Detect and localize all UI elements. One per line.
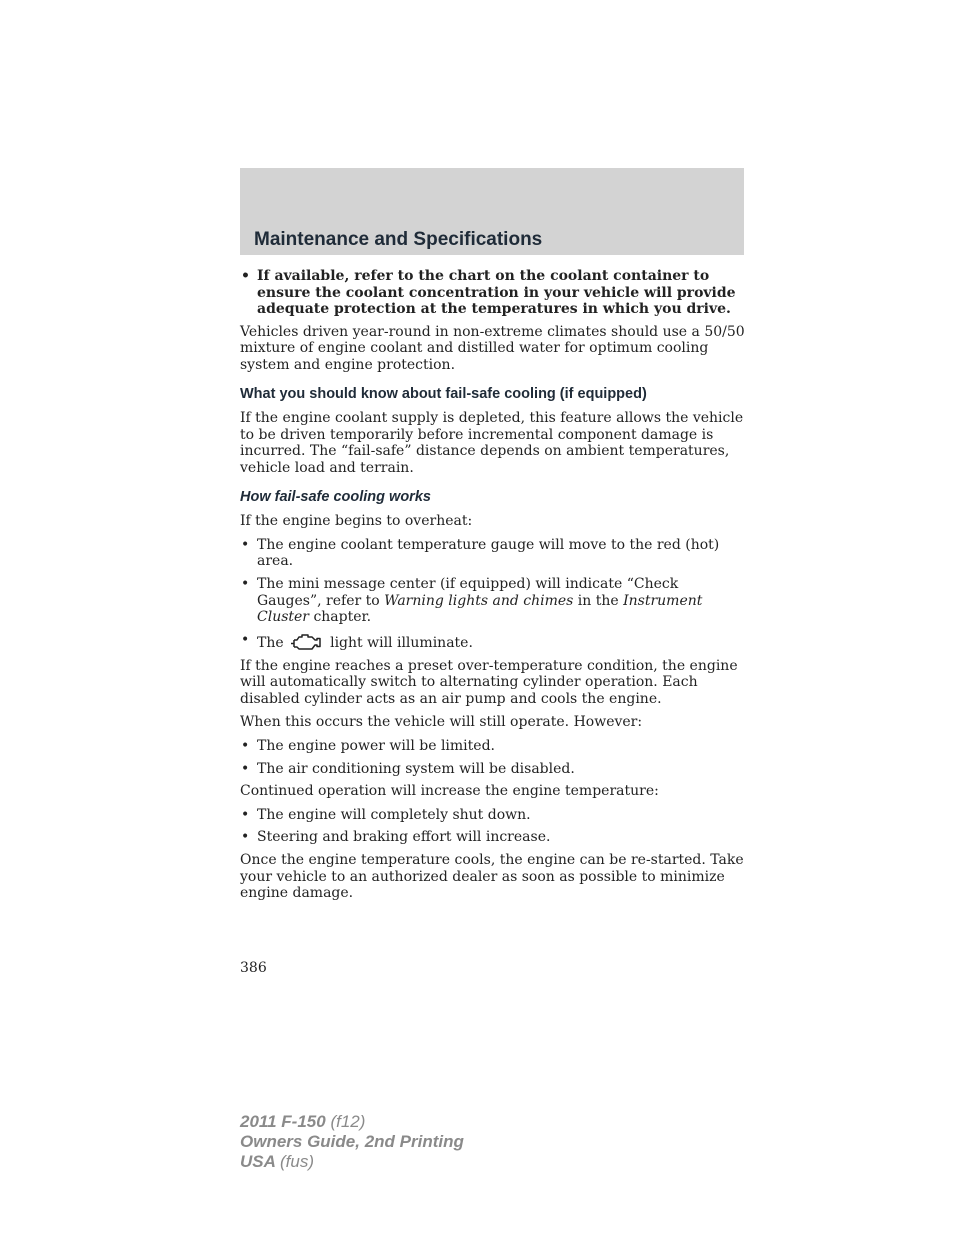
list-item: • If available, refer to the chart on the coolant container to ensure the coolant concentration in your vehicle will provide adequate protection at the temperatures in which you drive. bbox=[240, 268, 745, 318]
intro-bullet-list bbox=[240, 268, 745, 318]
footer-model-code: (f12) bbox=[330, 1112, 366, 1131]
footer-model: 2011 F-150 bbox=[240, 1112, 326, 1131]
paragraph-restart: Once the engine temperature cools, the engine can be re-started. Take your vehicle to an authorized dealer as soon as possible to minimize engine damage. bbox=[240, 852, 744, 902]
paragraph-operate: When this occurs the vehicle will still operate. However: bbox=[240, 714, 643, 731]
footer-line-edition: Owners Guide, 2nd Printing bbox=[240, 1132, 464, 1151]
list-item: • The engine will completely shut down. bbox=[240, 807, 745, 824]
text-run: chapter. bbox=[309, 609, 372, 626]
page-number: 386 bbox=[240, 960, 267, 976]
list-item bbox=[240, 632, 745, 652]
overheat-bullet-list bbox=[240, 537, 745, 652]
heading-failsafe: What you should know about fail-safe cooling (if equipped) bbox=[240, 385, 647, 402]
cross-reference-instrument-cluster: Instrument Cluster bbox=[257, 592, 703, 626]
paragraph-failsafe: If the engine coolant supply is depleted, this feature allows the vehicle to be driven temporarily before incremental component damage is incurred. The “fail-safe” distance depends on ambient temperatures, vehicle load and terrain. bbox=[240, 410, 744, 476]
footer-line-model bbox=[240, 1112, 464, 1132]
cross-reference-warning-lights: Warning lights and chimes bbox=[384, 592, 574, 609]
operate-bullet-list bbox=[240, 738, 745, 777]
footer-line-market bbox=[240, 1152, 464, 1172]
text-run: The mini message center (if equipped) will indicate “Check Gauges”, refer to bbox=[257, 575, 679, 609]
check-engine-icon bbox=[290, 632, 324, 652]
paragraph-overtemp: If the engine reaches a preset over-temperature condition, the engine will automatically switch to alternating cylinder operation. Each disabled cylinder acts as an air pump and cools the engine. bbox=[240, 657, 738, 707]
footer-market-code: (fus) bbox=[280, 1152, 314, 1171]
paragraph-continued: Continued operation will increase the engine temperature: bbox=[240, 783, 659, 800]
text-run: The bbox=[257, 634, 284, 651]
list-item: • The air conditioning system will be disabled. bbox=[240, 761, 745, 778]
text-run: light will illuminate. bbox=[330, 634, 473, 651]
document-footer bbox=[240, 1112, 464, 1172]
text-run: in the bbox=[573, 592, 624, 609]
list-item: • Steering and braking effort will increase. bbox=[240, 829, 745, 846]
heading-how-it-works: How fail-safe cooling works bbox=[240, 488, 431, 505]
footer-market: USA bbox=[240, 1152, 276, 1171]
section-header-band bbox=[240, 168, 744, 255]
list-item bbox=[240, 576, 745, 626]
continued-bullet-list bbox=[240, 807, 745, 846]
list-item: • The engine power will be limited. bbox=[240, 738, 745, 755]
list-item: • The engine coolant temperature gauge will move to the red (hot) area. bbox=[240, 537, 745, 570]
paragraph-mixture: Vehicles driven year-round in non-extreme climates should use a 50/50 mixture of engine coolant and distilled water for optimum cooling system and engine protection. bbox=[240, 323, 745, 373]
paragraph-overheat: If the engine begins to overheat: bbox=[240, 513, 473, 530]
page-content bbox=[240, 268, 745, 909]
section-title: Maintenance and Specifications bbox=[254, 229, 543, 250]
